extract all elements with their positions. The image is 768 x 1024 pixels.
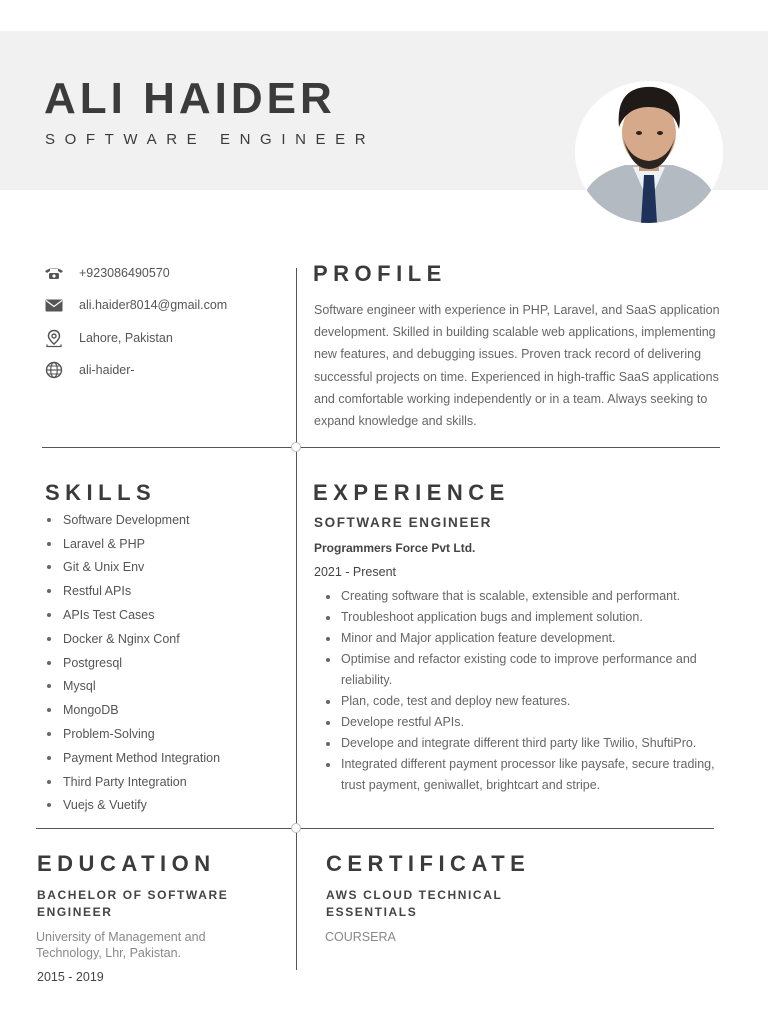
certificate-issuer: COURSERA (325, 930, 396, 944)
skill-item: Third Party Integration (44, 770, 220, 794)
skill-item: Mysql (44, 675, 220, 699)
skill-item: Vuejs & Vuetify (44, 794, 220, 818)
skill-item: MongoDB (44, 698, 220, 722)
skills-list (44, 508, 220, 817)
experience-role: SOFTWARE ENGINEER (314, 515, 492, 530)
location-pin-icon (44, 328, 64, 348)
horizontal-divider-top (42, 447, 720, 448)
contact-location (44, 328, 173, 348)
profile-heading: PROFILE (313, 261, 447, 286)
education-school: University of Management and Technology, Lhr, Pakistan. (36, 930, 206, 960)
contact-phone (44, 263, 170, 283)
experience-period: 2021 - Present (314, 565, 396, 579)
experience-duty: Integrated different payment processor like paysafe, secure trading, trust payment, geniwallet, brightcart and stripe. (326, 754, 726, 796)
experience-duty: Optimise and refactor existing code to improve performance and reliability. (326, 649, 726, 691)
horizontal-divider-bottom (36, 828, 714, 829)
skill-item: Docker & Nginx Conf (44, 627, 220, 651)
experience-duties-list (326, 586, 726, 796)
mail-icon (44, 295, 64, 315)
education-years: 2015 - 2019 (37, 970, 104, 984)
skill-item: APIs Test Cases (44, 603, 220, 627)
vertical-divider (296, 268, 297, 970)
certificate-title: AWS CLOUD TECHNICAL ESSENTIALS (326, 888, 503, 919)
divider-junction-bottom (291, 823, 301, 833)
skill-item: Postgresql (44, 651, 220, 675)
phone-icon (44, 263, 64, 283)
experience-duty: Minor and Major application feature development. (326, 628, 726, 649)
contact-email (44, 295, 227, 315)
skill-item: Problem-Solving (44, 722, 220, 746)
skills-heading: SKILLS (45, 480, 157, 505)
skill-item: Payment Method Integration (44, 746, 220, 770)
email-text: ali.haider8014@gmail.com (79, 298, 228, 312)
experience-company: Programmers Force Pvt Ltd. (314, 541, 476, 555)
candidate-title: SOFTWARE ENGINEER (45, 131, 376, 148)
website-text[interactable]: ali-haider- (79, 363, 135, 377)
certificate-heading: CERTIFICATE (326, 851, 531, 876)
skill-item: Software Development (44, 508, 220, 532)
experience-duty: Plan, code, test and deploy new features. (326, 691, 726, 712)
candidate-name: ALI HAIDER (44, 74, 336, 123)
contact-website[interactable] (44, 360, 135, 380)
skill-item: Laravel & PHP (44, 532, 220, 556)
experience-duty: Develope restful APIs. (326, 712, 726, 733)
phone-text: +923086490570 (79, 266, 170, 280)
divider-junction-top (291, 442, 301, 452)
experience-duty: Troubleshoot application bugs and implement solution. (326, 607, 726, 628)
experience-duty: Creating software that is scalable, extensible and performant. (326, 586, 726, 607)
skill-item: Git & Unix Env (44, 556, 220, 580)
experience-heading: EXPERIENCE (313, 480, 510, 505)
experience-duty: Develope and integrate different third party like Twilio, ShuftiPro. (326, 733, 726, 754)
profile-summary: Software engineer with experience in PHP, Laravel, and SaaS application development. Skilled in building scalable web applications, implementing new features, and debugging issues. Proven track record of delivering successful projects on time. Experienced in high-traffic SaaS applications and comfortable working independently or in a team. Always seeking to expand knowledge and skills. (314, 303, 720, 429)
education-heading: EDUCATION (37, 851, 216, 876)
globe-icon (44, 360, 64, 380)
education-degree: BACHELOR OF SOFTWARE ENGINEER (37, 888, 229, 919)
skill-item: Restful APIs (44, 579, 220, 603)
location-text: Lahore, Pakistan (79, 331, 173, 345)
profile-photo (575, 81, 723, 223)
